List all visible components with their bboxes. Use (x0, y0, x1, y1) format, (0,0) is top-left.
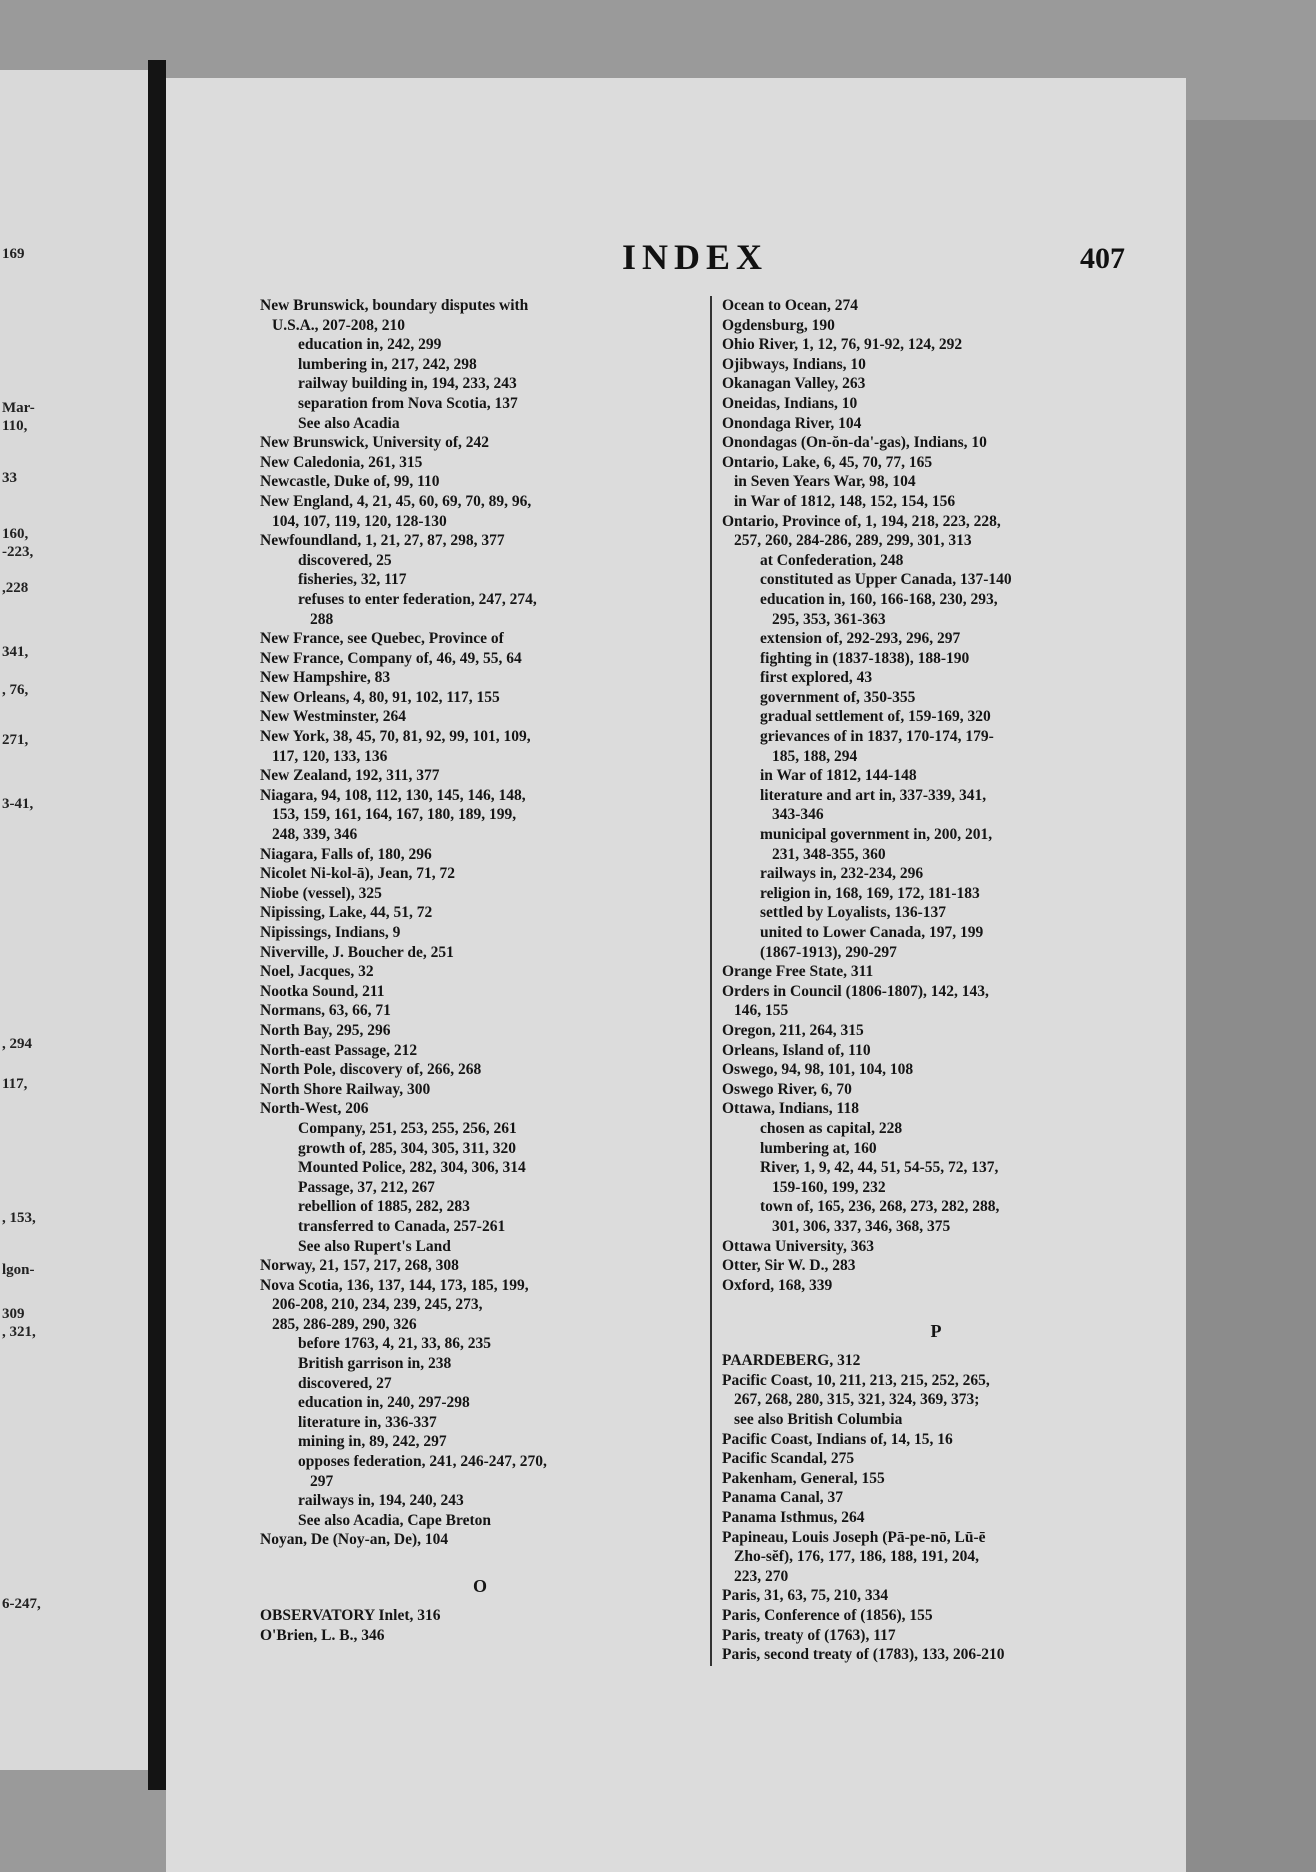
index-entry: Onondagas (On-ŏn-da'-gas), Indians, 10 (722, 434, 987, 452)
index-subentry: See also Acadia, Cape Breton (298, 1511, 492, 1529)
index-entry: New Westminster, 264 (260, 708, 406, 726)
index-entry-continuation: 146, 155 (734, 1002, 789, 1020)
index-entry-continuation: 248, 339, 346 (272, 826, 358, 844)
index-subentry: See also Acadia (298, 414, 400, 432)
index-subentry: railway building in, 194, 233, 243 (298, 375, 517, 393)
index-entry-continuation: 104, 107, 119, 120, 128-130 (272, 512, 447, 530)
index-entry-continuation: see also British Columbia (734, 1411, 903, 1429)
index-entry-continuation: U.S.A., 207-208, 210 (272, 316, 406, 334)
page-edge (1186, 120, 1316, 1872)
index-subentry: settled by Loyalists, 136-137 (760, 904, 946, 922)
index-entry: Ogdensburg, 190 (722, 316, 835, 334)
left-fragment: 117, (2, 1076, 28, 1092)
index-entry: New Orleans, 4, 80, 91, 102, 117, 155 (260, 688, 500, 706)
index-subentry: rebellion of 1885, 282, 283 (298, 1198, 470, 1216)
page-title: INDEX (622, 237, 769, 277)
index-entry-continuation: 117, 120, 133, 136 (272, 747, 388, 765)
left-fragment: -223, (2, 544, 34, 560)
index-entry: Panama Canal, 37 (722, 1489, 843, 1507)
index-entry: North Shore Railway, 300 (260, 1080, 431, 1098)
index-entry: New York, 38, 45, 70, 81, 92, 99, 101, 109, (260, 728, 531, 746)
index-subentry: chosen as capital, 228 (760, 1119, 903, 1137)
index-subentry: first explored, 43 (760, 669, 873, 687)
left-fragment: 6-247, (2, 1596, 41, 1612)
index-entry: OBSERVATORY Inlet, 316 (260, 1607, 441, 1624)
index-subentry: gradual settlement of, 159-169, 320 (760, 708, 991, 726)
index-subentry-continuation: 343-346 (772, 806, 824, 824)
index-entry: Onondaga River, 104 (722, 414, 862, 432)
left-fragment: 160, (2, 526, 29, 542)
index-subentry-continuation: 301, 306, 337, 346, 368, 375 (772, 1217, 951, 1235)
index-entry: Okanagan Valley, 263 (722, 375, 866, 393)
left-fragment: , 76, (2, 682, 29, 698)
left-fragment: 271, (2, 732, 29, 748)
index-entry: North-east Passage, 212 (260, 1041, 418, 1059)
index-entry: North-West, 206 (260, 1100, 369, 1118)
index-entry: New Hampshire, 83 (260, 669, 391, 687)
index-entry: Panama Isthmus, 264 (722, 1509, 865, 1527)
index-entry: Nootka Sound, 211 (260, 982, 385, 1000)
left-fragment: , 321, (2, 1324, 36, 1340)
index-entry: Pacific Coast, Indians of, 14, 15, 16 (722, 1430, 953, 1448)
index-subentry: River, 1, 9, 42, 44, 51, 54-55, 72, 137, (760, 1159, 999, 1177)
index-subentry: lumbering in, 217, 242, 298 (298, 355, 477, 373)
index-entry: North Pole, discovery of, 266, 268 (260, 1061, 482, 1079)
index-subentry: literature and art in, 337-339, 341, (760, 786, 987, 804)
index-subentry: discovered, 27 (298, 1374, 392, 1392)
index-entry-continuation: 223, 270 (734, 1567, 789, 1585)
index-entry: Paris, Conference of (1856), 155 (722, 1607, 933, 1624)
section-letter-o: O (472, 1576, 487, 1596)
section-spacer (722, 1295, 1150, 1311)
index-entry: Newcastle, Duke of, 99, 110 (260, 473, 440, 491)
page-number: 407 (1080, 242, 1125, 275)
index-subentry-continuation: 288 (310, 610, 334, 628)
index-entry: Nipissing, Lake, 44, 51, 72 (260, 904, 433, 922)
index-entry: New Brunswick, University of, 242 (260, 434, 490, 452)
index-subentry: Company, 251, 253, 255, 256, 261 (298, 1119, 517, 1137)
index-entry: Noel, Jacques, 32 (260, 963, 374, 981)
index-subentry: (1867-1913), 290-297 (760, 943, 897, 961)
index-entry: Orange Free State, 311 (722, 963, 874, 981)
index-subentry: growth of, 285, 304, 305, 311, 320 (298, 1139, 517, 1157)
index-subentry: in Seven Years War, 98, 104 (734, 473, 916, 491)
index-entry: New Caledonia, 261, 315 (260, 453, 423, 471)
index-entry-continuation: 206-208, 210, 234, 239, 245, 273, (272, 1296, 483, 1314)
index-entry: Norway, 21, 157, 217, 268, 308 (260, 1257, 459, 1275)
index-subentry: mining in, 89, 242, 297 (298, 1433, 447, 1451)
index-entry: Ohio River, 1, 12, 76, 91-92, 124, 292 (722, 336, 963, 354)
left-fragment: 169 (2, 246, 25, 262)
left-page (0, 70, 148, 1770)
index-entry: Oswego River, 6, 70 (722, 1080, 852, 1098)
index-entry: Pacific Coast, 10, 211, 213, 215, 252, 265, (722, 1371, 990, 1389)
index-subentry: extension of, 292-293, 296, 297 (760, 630, 961, 648)
index-entry: Newfoundland, 1, 21, 27, 87, 298, 377 (260, 532, 505, 550)
index-subentry: fisheries, 32, 117 (298, 571, 407, 589)
index-entry: Niobe (vessel), 325 (260, 884, 382, 902)
index-subentry: lumbering at, 160 (760, 1139, 877, 1157)
index-entry: Paris, 31, 63, 75, 210, 334 (722, 1587, 889, 1605)
column-divider (710, 296, 712, 1666)
left-fragment: lgon- (2, 1262, 35, 1278)
index-subentry: education in, 242, 299 (298, 336, 442, 354)
index-entry: New England, 4, 21, 45, 60, 69, 70, 89, 96, (260, 492, 532, 510)
left-fragment: 341, (2, 644, 29, 660)
index-entry-continuation: 267, 268, 280, 315, 321, 324, 369, 373; (734, 1391, 980, 1409)
index-subentry: in War of 1812, 148, 152, 154, 156 (734, 492, 956, 510)
index-subentry: education in, 240, 297-298 (298, 1394, 470, 1412)
index-entry: Pakenham, General, 155 (722, 1469, 885, 1487)
index-entry: Papineau, Louis Joseph (Pā-pe-nō, Lū-ē (722, 1528, 986, 1546)
index-entry: Niagara, 94, 108, 112, 130, 145, 146, 148, (260, 786, 526, 804)
index-entry: Normans, 63, 66, 71 (260, 1002, 391, 1020)
index-column-left (260, 296, 700, 1645)
index-entry: Nipissings, Indians, 9 (260, 924, 401, 941)
index-entry-continuation: 257, 260, 284-286, 289, 299, 301, 313 (734, 532, 972, 550)
index-entry: Ottawa University, 363 (722, 1237, 874, 1255)
index-subentry: Passage, 37, 212, 267 (298, 1178, 435, 1196)
index-subentry: See also Rupert's Land (298, 1237, 451, 1255)
index-subentry-continuation: 231, 348-355, 360 (772, 845, 886, 863)
index-subentry: literature in, 336-337 (298, 1413, 437, 1431)
index-entry: Pacific Scandal, 275 (722, 1450, 855, 1468)
book-gutter (148, 60, 166, 1790)
left-fragment: Mar- (2, 400, 35, 416)
index-entry-continuation: 285, 286-289, 290, 326 (272, 1315, 417, 1333)
index-subentry-continuation: 185, 188, 294 (772, 747, 858, 765)
index-entry: Nova Scotia, 136, 137, 144, 173, 185, 199, (260, 1276, 529, 1294)
index-entry: Ontario, Province of, 1, 194, 218, 223, 228, (722, 512, 1001, 530)
index-entry: Oneidas, Indians, 10 (722, 394, 858, 412)
index-entry: North Bay, 295, 296 (260, 1021, 391, 1039)
index-subentry: British garrison in, 238 (298, 1355, 452, 1373)
left-fragment: 3-41, (2, 796, 34, 812)
index-entry: Ottawa, Indians, 118 (722, 1100, 859, 1118)
index-entry: Orleans, Island of, 110 (722, 1041, 871, 1059)
index-entry-continuation: Zho-sĕf), 176, 177, 186, 188, 191, 204, (734, 1548, 979, 1566)
index-subentry: united to Lower Canada, 197, 199 (760, 924, 984, 941)
index-subentry: railways in, 232-234, 296 (760, 865, 924, 883)
index-subentry: railways in, 194, 240, 243 (298, 1492, 464, 1510)
index-entry: Oregon, 211, 264, 315 (722, 1021, 864, 1039)
left-fragment: 33 (2, 470, 17, 486)
index-subentry: town of, 165, 236, 268, 273, 282, 288, (760, 1198, 1000, 1216)
index-column-right (722, 296, 1150, 1665)
index-subentry: before 1763, 4, 21, 33, 86, 235 (298, 1335, 492, 1353)
index-entry: New France, see Quebec, Province of (260, 630, 504, 648)
index-subentry: separation from Nova Scotia, 137 (298, 394, 518, 412)
index-entry: Niverville, J. Boucher de, 251 (260, 943, 454, 961)
index-subentry: fighting in (1837-1838), 188-190 (760, 649, 970, 667)
index-entry: Noyan, De (Noy-an, De), 104 (260, 1531, 449, 1549)
index-entry: New Brunswick, boundary disputes with (260, 297, 529, 314)
index-subentry: Mounted Police, 282, 304, 306, 314 (298, 1159, 526, 1177)
index-subentry: opposes federation, 241, 246-247, 270, (298, 1453, 547, 1471)
index-entry-continuation: 153, 159, 161, 164, 167, 180, 189, 199, (272, 806, 517, 824)
index-entry: Otter, Sir W. D., 283 (722, 1257, 856, 1275)
index-entry: Ojibways, Indians, 10 (722, 355, 866, 373)
index-subentry-continuation: 159-160, 199, 232 (772, 1178, 886, 1196)
index-subentry: at Confederation, 248 (760, 551, 904, 569)
index-subentry: religion in, 168, 169, 172, 181-183 (760, 884, 980, 902)
section-spacer (260, 1550, 700, 1566)
index-subentry: municipal government in, 200, 201, (760, 826, 993, 844)
index-subentry: in War of 1812, 144-148 (760, 767, 917, 785)
index-entry: Ocean to Ocean, 274 (722, 297, 859, 314)
index-entry: Oswego, 94, 98, 101, 104, 108 (722, 1061, 914, 1079)
index-subentry: government of, 350-355 (760, 688, 916, 706)
index-entry: Ontario, Lake, 6, 45, 70, 77, 165 (722, 453, 933, 471)
index-entry: Paris, second treaty of (1783), 133, 206-210 (722, 1646, 1005, 1664)
index-subentry-continuation: 295, 353, 361-363 (772, 610, 886, 628)
index-entry: Nicolet Ni-kol-ā), Jean, 71, 72 (260, 865, 456, 883)
left-fragment: 309 (2, 1306, 25, 1322)
index-entry: Niagara, Falls of, 180, 296 (260, 845, 432, 863)
index-entry: New Zealand, 192, 311, 377 (260, 767, 440, 785)
index-subentry-continuation: 297 (310, 1472, 334, 1490)
left-fragment: , 294 (2, 1036, 32, 1052)
index-subentry: transferred to Canada, 257-261 (298, 1217, 506, 1235)
index-subentry: constituted as Upper Canada, 137-140 (760, 571, 1012, 589)
left-fragment: 110, (2, 418, 28, 434)
index-subentry: grievances of in 1837, 170-174, 179- (760, 728, 994, 746)
index-subentry: discovered, 25 (298, 551, 392, 569)
index-entry: New France, Company of, 46, 49, 55, 64 (260, 649, 522, 667)
index-entry: Oxford, 168, 339 (722, 1276, 833, 1294)
index-entry: Paris, treaty of (1763), 117 (722, 1626, 896, 1644)
index-subentry: refuses to enter federation, 247, 274, (298, 590, 537, 608)
index-entry: O'Brien, L. B., 346 (260, 1626, 385, 1644)
left-fragment: , 153, (2, 1210, 36, 1226)
section-letter-p: P (930, 1321, 942, 1342)
index-entry: Orders in Council (1806-1807), 142, 143, (722, 982, 989, 1000)
index-subentry: education in, 160, 166-168, 230, 293, (760, 590, 998, 608)
index-entry: PAARDEBERG, 312 (722, 1352, 861, 1370)
left-fragment: ,228 (2, 580, 29, 596)
